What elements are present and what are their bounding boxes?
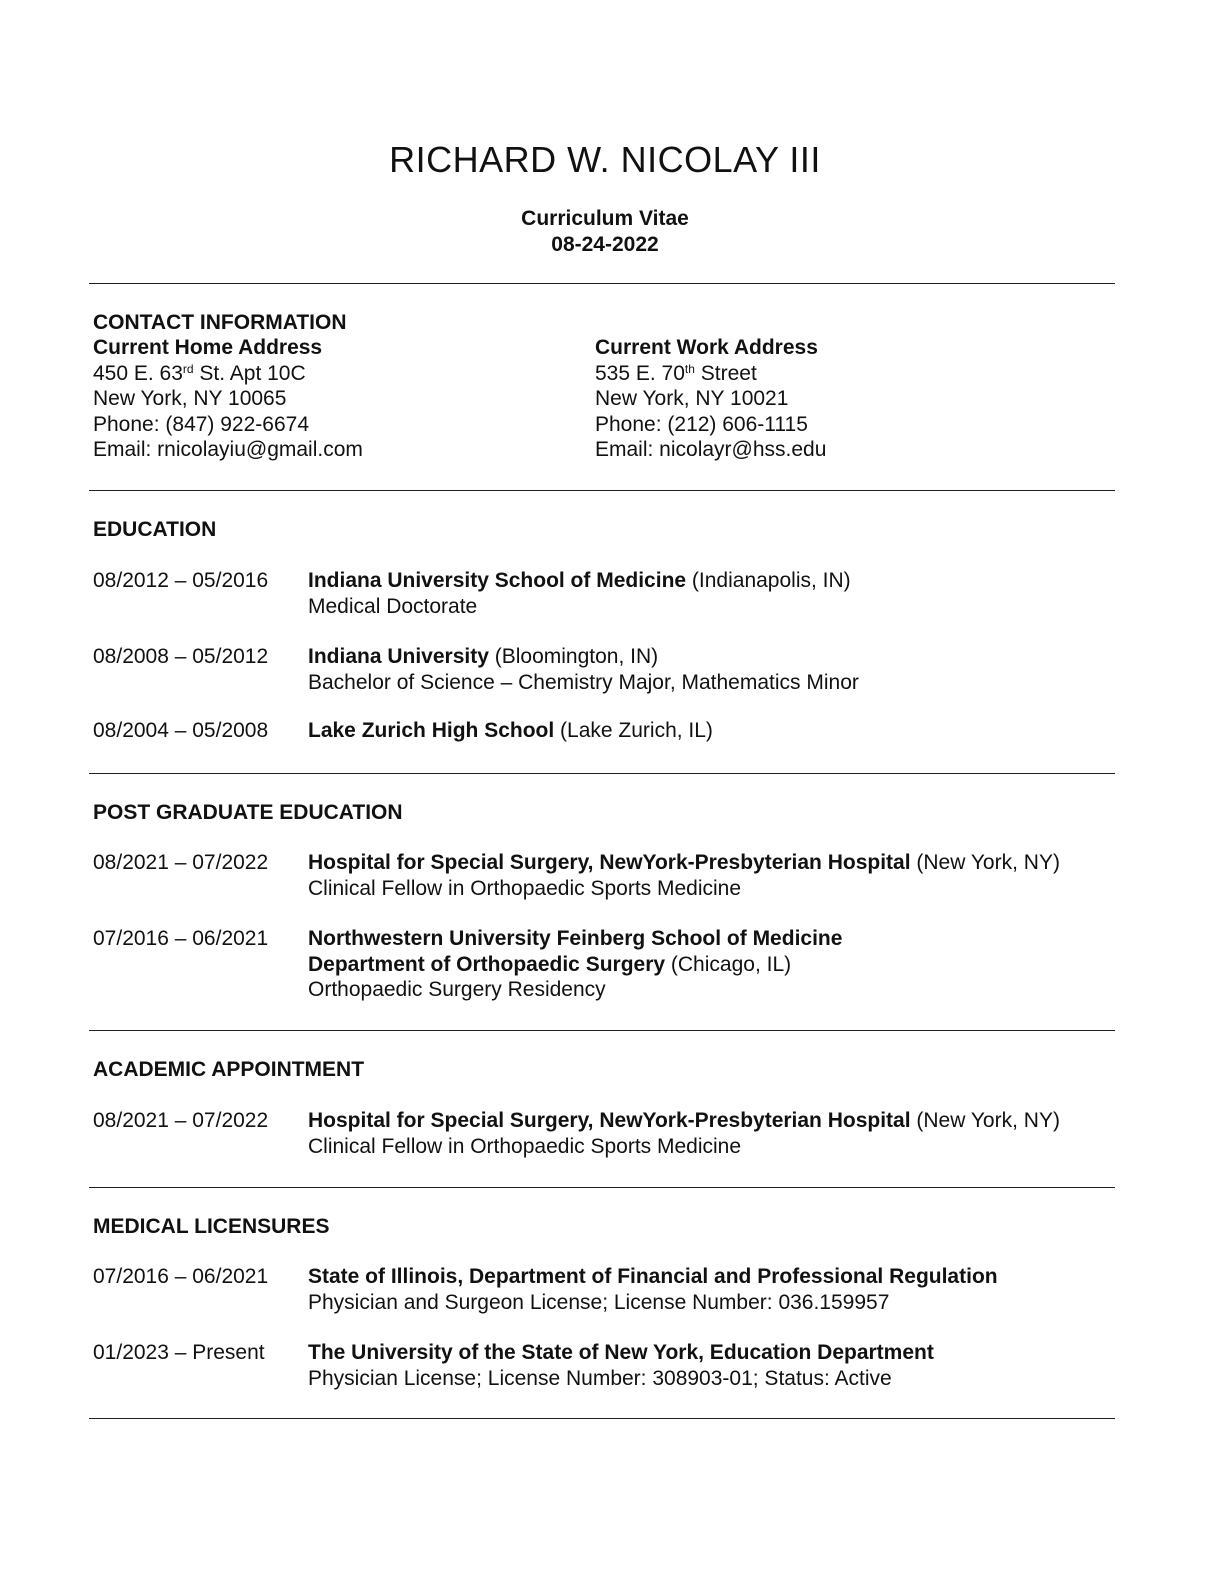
entry-detail: Physician and Surgeon License; License Number: 036.159957 (308, 1290, 890, 1314)
entry-location: (Chicago, IL) (665, 952, 792, 976)
entry-location: (Bloomington, IN) (488, 645, 659, 668)
entry-location: (Indianapolis, IN) (686, 569, 851, 592)
entry-institution: Northwestern University Feinberg School of Medicine (308, 927, 843, 950)
entry-detail: Clinical Fellow in Orthopaedic Sports Medicine (308, 876, 742, 900)
home-street: 450 E. 63rd St. Apt 10C (93, 361, 306, 385)
entry-location: (Lake Zurich, IL) (554, 719, 713, 742)
entry-dates: 07/2016 – 06/2021 (93, 1265, 269, 1288)
home-phone: Phone: (847) 922-6674 (93, 412, 309, 436)
work-address-block (595, 335, 826, 463)
work-city: New York, NY 10021 (595, 387, 789, 410)
entry-detail: Clinical Fellow in Orthopaedic Sports Medicine (308, 1134, 742, 1158)
cv-date: 08-24-2022 (551, 233, 659, 256)
divider (89, 490, 1115, 491)
entry-detail: Physician License; License Number: 308903-01; Status: Active (308, 1366, 892, 1390)
home-email: Email: rnicolayiu@gmail.com (93, 438, 363, 461)
entry-dates: 07/2016 – 06/2021 (93, 927, 269, 950)
divider (89, 1418, 1115, 1419)
work-email: Email: nicolayr@hss.edu (595, 438, 827, 461)
entry-detail: Bachelor of Science – Chemistry Major, Mathematics Minor (308, 670, 859, 694)
entry-dates: 08/2008 – 05/2012 (93, 645, 269, 668)
divider (89, 773, 1115, 774)
work-address-title: Current Work Address (595, 336, 818, 359)
section-heading-licensures: MEDICAL LICENSURES (93, 1215, 330, 1238)
entry-detail: Medical Doctorate (308, 594, 478, 618)
entry-institution: Hospital for Special Surgery, NewYork-Presbyterian Hospital (308, 851, 911, 874)
entry-institution: State of Illinois, Department of Financial and Professional Regulation (308, 1265, 998, 1288)
entry-dates: 08/2021 – 07/2022 (93, 851, 269, 874)
entry-institution: Indiana University (308, 645, 489, 668)
divider (89, 1187, 1115, 1188)
divider (89, 1030, 1115, 1031)
entry-institution: The University of the State of New York, Education Department (308, 1341, 934, 1364)
entry-institution: Lake Zurich High School (308, 719, 555, 742)
home-address-block (93, 335, 363, 463)
section-heading-academic: ACADEMIC APPOINTMENT (93, 1058, 365, 1081)
section-heading-post-graduate: POST GRADUATE EDUCATION (93, 801, 403, 824)
home-city: New York, NY 10065 (93, 387, 287, 410)
entry-dates: 08/2004 – 05/2008 (93, 719, 269, 742)
entry-location: (New York, NY) (910, 851, 1060, 874)
entry-institution: Hospital for Special Surgery, NewYork-Presbyterian Hospital (308, 1109, 911, 1132)
entry-institution: Indiana University School of Medicine (308, 569, 687, 592)
entry-department: Department of Orthopaedic Surgery (308, 952, 666, 976)
home-address-title: Current Home Address (93, 336, 323, 359)
entry-dates: 08/2021 – 07/2022 (93, 1109, 269, 1132)
cv-label: Curriculum Vitae (521, 207, 689, 230)
work-phone: Phone: (212) 606-1115 (595, 412, 808, 436)
work-street: 535 E. 70th Street (595, 361, 757, 385)
entry-location: (New York, NY) (910, 1109, 1060, 1132)
section-heading-education: EDUCATION (93, 518, 217, 541)
cv-name: RICHARD W. NICOLAY III (389, 139, 821, 180)
entry-detail: Orthopaedic Surgery Residency (308, 978, 606, 1001)
section-heading-contact: CONTACT INFORMATION (93, 311, 347, 334)
entry-dates: 08/2012 – 05/2016 (93, 569, 269, 592)
divider (89, 283, 1115, 284)
entry-dates: 01/2023 – Present (93, 1341, 265, 1364)
